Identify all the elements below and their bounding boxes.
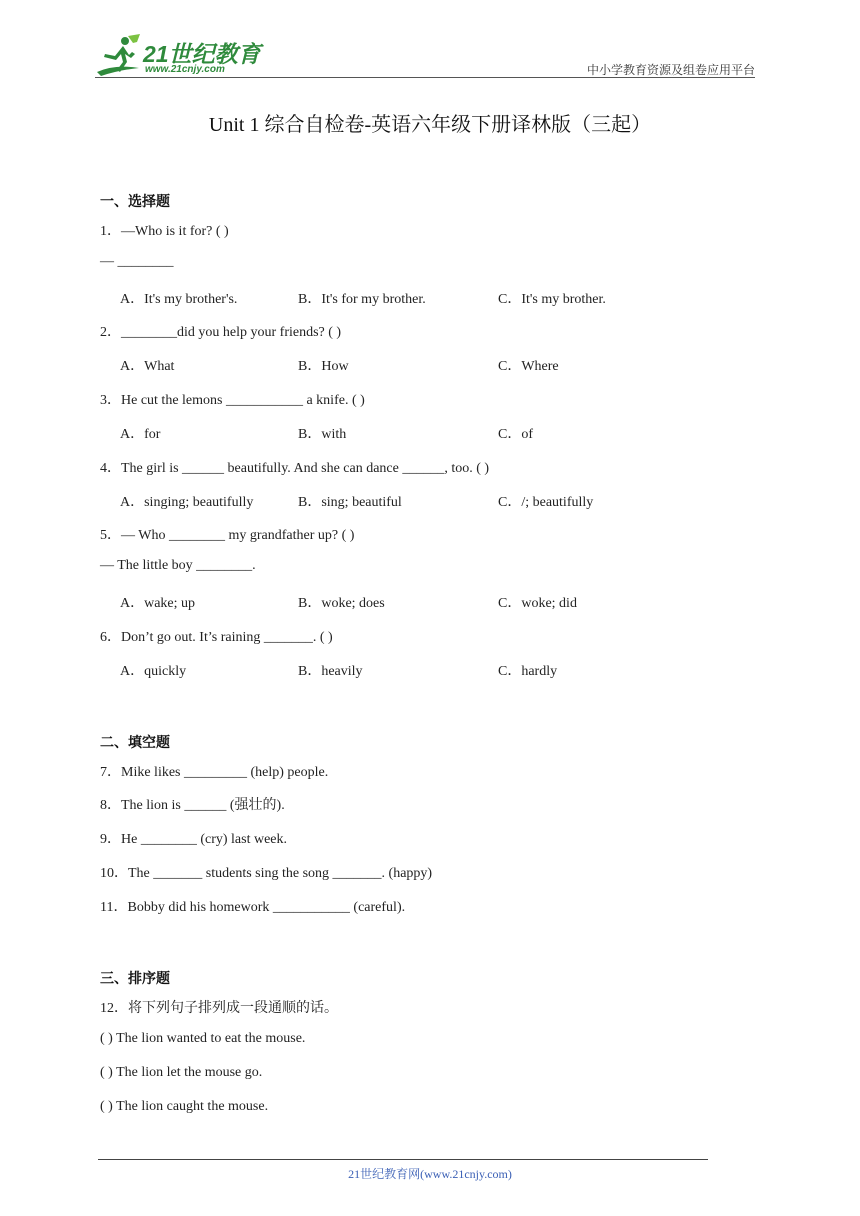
- question-10: 10．The _______ students sing the song _______. (happy): [100, 866, 433, 881]
- q4-option-c: C．/; beautifully: [498, 495, 594, 510]
- section-heading-order: 三、排序题: [100, 972, 170, 987]
- q3-option-a: A．for: [120, 427, 161, 442]
- question-4: 4．The girl is ______ beautifully. And she can dance ______, too. ( ): [100, 461, 490, 476]
- q5-option-c: C．woke; did: [498, 596, 577, 611]
- q3-option-b: B．with: [298, 427, 347, 442]
- q2-option-c: C．Where: [498, 359, 559, 374]
- question-6: 6．Don’t go out. It’s raining _______. ( ): [100, 630, 333, 645]
- question-11: 11．Bobby did his homework ___________ (careful).: [100, 900, 406, 915]
- question-1: 1．—Who is it for? ( ): [100, 224, 229, 239]
- q2-option-b: B．How: [298, 359, 349, 374]
- question-7: 7．Mike likes _________ (help) people.: [100, 765, 329, 780]
- question-1-answer-line: — ________: [100, 254, 174, 269]
- question-3: 3．He cut the lemons ___________ a knife. ( ): [100, 393, 365, 408]
- footer-text: 21世纪教育网(www.21cnjy.com): [348, 1167, 512, 1181]
- runner-logo-icon: [95, 34, 143, 78]
- q6-option-c: C．hardly: [498, 664, 558, 679]
- question-8: 8．The lion is ______ (强壮的).: [100, 798, 285, 813]
- footer-divider: [98, 1159, 708, 1160]
- q6-option-b: B．heavily: [298, 664, 363, 679]
- q5-option-b: B．woke; does: [298, 596, 385, 611]
- logo-text: 21世纪教育: [143, 41, 261, 67]
- site-logo: [95, 34, 265, 78]
- question-12: 12．将下列句子排列成一段通顺的话。: [100, 1001, 338, 1016]
- question-5-answer-line: — The little boy ________.: [100, 558, 256, 573]
- q2-option-a: A．What: [120, 359, 175, 374]
- question-2: 2．________did you help your friends? ( ): [100, 325, 342, 340]
- q5-option-a: A．wake; up: [120, 596, 196, 611]
- order-item-3: ( ) The lion caught the mouse.: [100, 1099, 269, 1114]
- page-title: Unit 1 综合自检卷-英语六年级下册译林版（三起）: [208, 114, 652, 136]
- logo-url: www.21cnjy.com: [145, 64, 225, 75]
- q6-option-a: A．quickly: [120, 664, 187, 679]
- q1-option-a: A．It's my brother's.: [120, 292, 238, 307]
- order-item-2: ( ) The lion let the mouse go.: [100, 1065, 263, 1080]
- q1-option-c: C．It's my brother.: [498, 292, 606, 307]
- question-5: 5．— Who ________ my grandfather up? ( ): [100, 528, 355, 543]
- order-item-1: ( ) The lion wanted to eat the mouse.: [100, 1031, 306, 1046]
- q1-option-b: B．It's for my brother.: [298, 292, 426, 307]
- section-heading-choice: 一、选择题: [100, 195, 170, 210]
- question-9: 9．He ________ (cry) last week.: [100, 832, 288, 847]
- q4-option-b: B．sing; beautiful: [298, 495, 402, 510]
- q3-option-c: C．of: [498, 427, 533, 442]
- header-platform-text: 中小学教育资源及组卷应用平台: [586, 63, 755, 77]
- header-divider: [95, 77, 755, 78]
- q4-option-a: A．singing; beautifully: [120, 495, 254, 510]
- section-heading-fill: 二、填空题: [100, 736, 170, 751]
